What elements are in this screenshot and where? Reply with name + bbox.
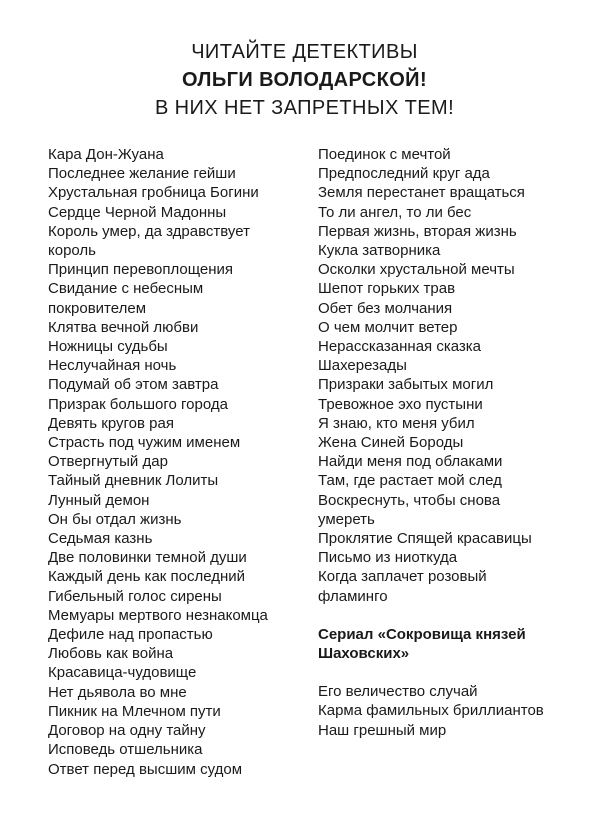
- book-title: Найди меня под облаками: [318, 453, 503, 471]
- book-title: Клятва вечной любви: [48, 318, 199, 336]
- page-header: [0, 38, 609, 122]
- book-title: Шахерезады: [318, 357, 407, 375]
- book-title: Каждый день как последний: [48, 568, 246, 586]
- book-title: Пикник на Млечном пути: [48, 702, 221, 720]
- book-title: Проклятие Спящей красавицы: [318, 530, 532, 548]
- book-title: Ответ перед высшим судом: [48, 760, 243, 778]
- book-title: Лунный демон: [48, 491, 150, 509]
- book-title: Первая жизнь, вторая жизнь: [318, 222, 517, 240]
- book-title: Хрустальная гробница Богини: [48, 184, 259, 202]
- book-title: Подумай об этом завтра: [48, 376, 219, 394]
- book-title: Там, где растает мой след: [318, 472, 502, 490]
- book-title: Нерассказанная сказка: [318, 338, 482, 356]
- book-title: Жена Синей Бороды: [318, 434, 464, 452]
- header-line-3: В НИХ НЕТ ЗАПРЕТНЫХ ТЕМ!: [154, 97, 455, 119]
- book-title: Мемуары мертвого незнакомца: [48, 606, 268, 624]
- book-title: Поединок с мечтой: [318, 146, 451, 163]
- series-book-title: Его величество случай: [318, 683, 478, 701]
- book-title: Договор на одну тайну: [48, 722, 206, 740]
- book-title: Гибельный голос сирены: [48, 587, 222, 605]
- book-title: Ножницы судьбы: [48, 338, 168, 356]
- book-title: Исповедь отшельника: [48, 741, 203, 759]
- book-title: Неслучайная ночь: [48, 357, 177, 375]
- book-title: Призраки забытых могил: [318, 376, 494, 394]
- series-book-title: Наш грешный мир: [318, 721, 447, 739]
- book-title: Когда заплачет розовый фламинго: [318, 568, 487, 605]
- book-title: Отвергнутый дар: [48, 453, 168, 471]
- book-title: Принцип перевоплощения: [48, 261, 234, 279]
- book-title: Любовь как война: [48, 645, 174, 663]
- book-title: Седьмая казнь: [48, 530, 153, 548]
- book-title: Дефиле над пропастью: [48, 626, 213, 644]
- book-title: Кара Дон-Жуана: [48, 146, 164, 163]
- right-book-list: [318, 145, 583, 740]
- book-title: Обет без молчания: [318, 299, 453, 317]
- left-book-list: [48, 145, 298, 779]
- book-title: Он бы отдал жизнь: [48, 510, 182, 528]
- book-title: Земля перестанет вращаться: [318, 184, 525, 202]
- book-title: Красавица-чудовище: [48, 664, 197, 682]
- series-heading: Сериал «Сокровища князей Шаховских»: [318, 625, 526, 663]
- book-title: Предпоследний круг ада: [318, 165, 490, 183]
- book-title: Шепот горьких трав: [318, 280, 456, 298]
- book-title: Девять кругов рая: [48, 414, 174, 432]
- book-title: Воскреснуть, чтобы снова умереть: [318, 491, 501, 528]
- book-title: Страсть под чужим именем: [48, 434, 241, 452]
- book-title: Две половинки темной души: [48, 549, 247, 567]
- book-title: Письмо из ниоткуда: [318, 549, 458, 567]
- book-title: Сердце Черной Мадонны: [48, 203, 227, 221]
- header-line-1: ЧИТАЙТЕ ДЕТЕКТИВЫ: [191, 41, 418, 63]
- book-title: Король умер, да здравствует король: [48, 222, 250, 260]
- book-title: Тревожное эхо пустыни: [318, 395, 483, 413]
- header-author-name: ОЛЬГИ ВОЛОДАРСКОЙ!: [181, 69, 428, 91]
- book-title: Последнее желание гейши: [48, 165, 236, 183]
- book-title: Осколки хрустальной мечты: [318, 261, 515, 279]
- book-title: Я знаю, кто меня убил: [318, 414, 475, 432]
- book-title: То ли ангел, то ли бес: [318, 203, 472, 221]
- book-title: Нет дьявола во мне: [48, 683, 187, 701]
- series-book-title: Карма фамильных бриллиантов: [318, 702, 544, 720]
- book-title: О чем молчит ветер: [318, 318, 458, 336]
- book-title: Кукла затворника: [318, 242, 441, 260]
- book-title: Тайный дневник Лолиты: [48, 472, 219, 490]
- book-title: Призрак большого города: [48, 395, 228, 413]
- book-title: Свидание с небесным покровителем: [48, 280, 204, 317]
